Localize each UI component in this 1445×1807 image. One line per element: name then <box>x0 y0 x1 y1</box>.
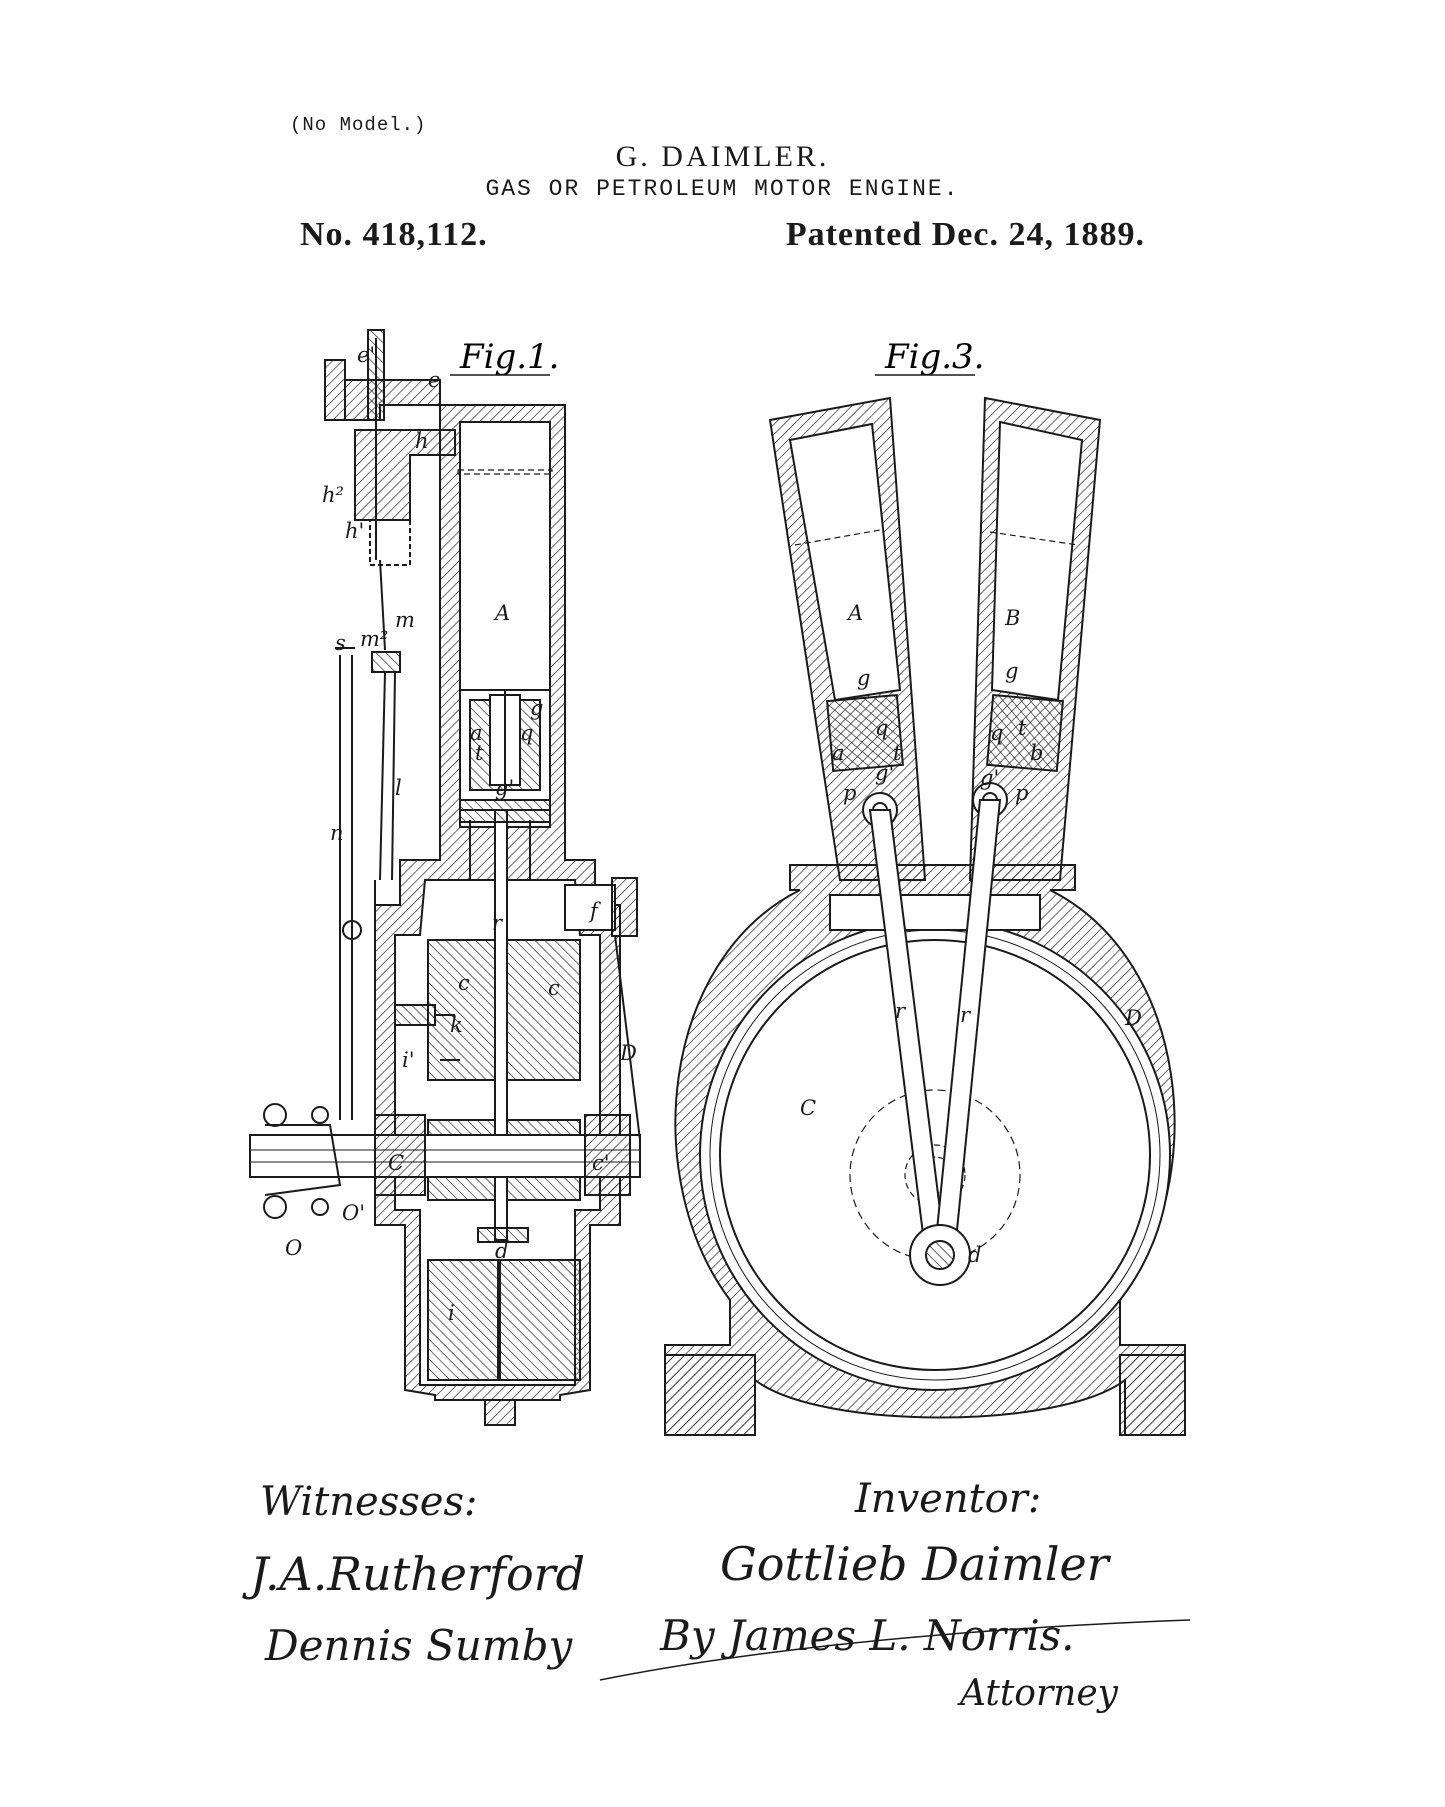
svg-text:c: c <box>548 976 560 1000</box>
svg-text:c': c' <box>592 1151 610 1175</box>
svg-text:A: A <box>495 601 511 625</box>
svg-text:d: d <box>495 1239 509 1263</box>
svg-text:g': g' <box>875 761 895 785</box>
svg-text:g: g <box>530 696 544 720</box>
svg-text:q: q <box>875 716 889 740</box>
inventor-heading: G. DAIMLER. <box>615 140 830 173</box>
svg-text:m²: m² <box>360 627 389 651</box>
svg-text:s: s <box>335 631 346 655</box>
svg-text:i: i <box>448 1301 455 1325</box>
svg-text:a: a <box>470 721 483 745</box>
patent-date: Patented Dec. 24, 1889. <box>785 216 1145 253</box>
svg-text:t: t <box>475 741 484 765</box>
svg-text:f: f <box>590 899 598 923</box>
inventor-signature: Gottlieb Daimler <box>720 1537 1109 1591</box>
signature-block <box>242 1476 1119 1714</box>
svg-text:C: C <box>388 1151 405 1175</box>
patent-number: No. 418,112. <box>300 216 488 253</box>
attorney-label: Attorney <box>960 1673 1119 1714</box>
attorney-signature: By James L. Norris. <box>660 1611 1075 1660</box>
svg-text:e: e <box>428 368 441 392</box>
svg-text:c: c <box>458 971 470 995</box>
svg-text:i': i' <box>402 1048 415 1072</box>
svg-text:d: d <box>968 1243 982 1267</box>
svg-text:k: k <box>450 1013 463 1037</box>
svg-text:h: h <box>415 429 429 453</box>
svg-text:h': h' <box>345 519 365 543</box>
svg-text:q: q <box>520 721 534 745</box>
fig1-label: Fig.1. <box>460 337 560 377</box>
inventor-label: Inventor: <box>855 1476 1042 1522</box>
svg-text:r: r <box>960 1003 971 1027</box>
svg-text:A: A <box>848 601 864 625</box>
witness-1-signature: J.A.Rutherford <box>250 1547 586 1601</box>
svg-text:D: D <box>620 1041 637 1065</box>
svg-text:t: t <box>1018 716 1027 740</box>
figure-1-section <box>250 330 640 1425</box>
svg-text:e': e' <box>357 343 376 367</box>
svg-text:b: b <box>1030 741 1044 765</box>
svg-text:r: r <box>492 911 503 935</box>
svg-text:g': g' <box>980 766 1000 790</box>
svg-text:g: g <box>857 666 871 690</box>
witnesses-label: Witnesses: <box>260 1479 478 1525</box>
svg-text:r: r <box>895 999 906 1023</box>
patent-title: GAS OR PETROLEUM MOTOR ENGINE. <box>485 176 960 202</box>
svg-text:q: q <box>990 721 1004 745</box>
svg-text:n: n <box>330 821 344 845</box>
no-model-note: (No Model.) <box>290 114 427 136</box>
figure-3-section <box>665 398 1185 1435</box>
svg-text:B: B <box>1005 606 1021 630</box>
svg-text:m: m <box>395 608 415 632</box>
svg-text:g': g' <box>495 776 515 800</box>
svg-text:D: D <box>1125 1006 1142 1030</box>
svg-text:C: C <box>800 1096 817 1120</box>
svg-text:h²: h² <box>322 483 344 507</box>
svg-text:t: t <box>893 741 902 765</box>
svg-text:g: g <box>1005 659 1019 683</box>
fig3-label: Fig.3. <box>885 337 985 377</box>
svg-text:l: l <box>395 776 402 800</box>
svg-text:a: a <box>832 741 845 765</box>
witness-2-signature: Dennis Sumby <box>265 1621 573 1670</box>
svg-text:p: p <box>1015 781 1029 805</box>
svg-text:O: O <box>285 1236 303 1260</box>
svg-text:p: p <box>843 781 857 805</box>
svg-text:O': O' <box>342 1201 365 1225</box>
